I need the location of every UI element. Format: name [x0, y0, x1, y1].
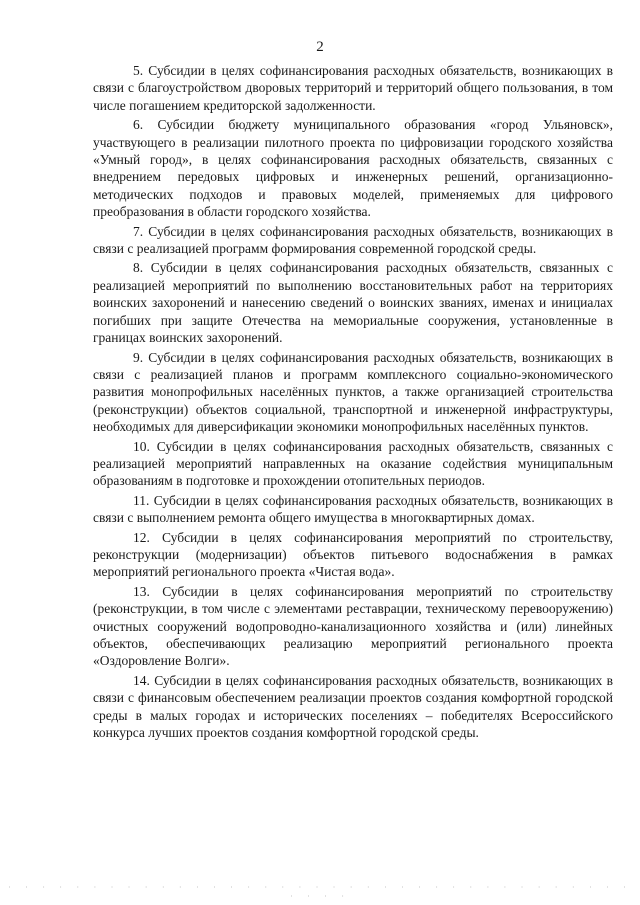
- paragraph-6: 6. Субсидии бюджету муниципального образования «город Ульяновск», участвующего в реализации пилотного проекта по цифровизации городского хозяйства «Умный город», в целях софинансирования расходных обязательств, связанных с внедрением передовых цифровых и инженерных решений, организационно-методических подходов и правовых моделей, применяемых для цифрового преобразования в области городского хозяйства.: [93, 117, 613, 220]
- document-body: [93, 62, 613, 743]
- paragraph-10: 10. Субсидии в целях софинансирования расходных обязательств, связанных с реализацией мероприятий направленных на оказание содействия муниципальным образованиям в подготовке и прохождении отопительных периодов.: [93, 438, 613, 489]
- paragraph-7: 7. Субсидии в целях софинансирования расходных обязательств, возникающих в связи с реализацией программ формирования современной городской среды.: [93, 223, 613, 257]
- paragraph-8: 8. Субсидии в целях софинансирования расходных обязательств, связанных с реализацией мероприятий по выполнению восстановительных работ на территориях воинских захоронений и нанесению сведений о воинских званиях, именах и инициалах погибших при защите Отечества на мемориальные сооружения, установленные в границах воинских захоронений.: [93, 260, 613, 346]
- page-number: 2: [316, 39, 324, 55]
- paragraph-5: 5. Субсидии в целях софинансирования расходных обязательств, возникающих в связи с благоустройством дворовых территорий и территорий общего пользования, в том числе погашением кредиторской задолженности.: [93, 63, 613, 113]
- scan-edge-marks: · · · · · · · · · · · · · · · · · · · · · · · · · · · · · · · · · · · · · · · · ·: [8, 883, 632, 901]
- paragraph-13: 13. Субсидии в целях софинансирования мероприятий по строительству (реконструкции, в том числе с элементами реставрации, техническому перевооружению) очистных сооружений водопроводно-канализационного хозяйства и (или) линейных объектов, обеспечивающих реализацию мероприятий регионального проекта «Оздоровление Волги».: [93, 583, 613, 669]
- paragraph-11: 11. Субсидии в целях софинансирования расходных обязательств, возникающих в связи с выполнением ремонта общего имущества в многоквартирных домах.: [93, 492, 613, 526]
- paragraph-9: 9. Субсидии в целях софинансирования расходных обязательств, возникающих в связи с реализацией планов и программ комплексного социально-экономического развития монопрофильных населённых пунктов, а также организацией строительства (реконструкции) объектов социальной, транспортной и инженерной инфраструктуры, необходимых для диверсификации экономики монопрофильных населённых пунктов.: [93, 349, 613, 435]
- paragraph-12: 12. Субсидии в целях софинансирования мероприятий по строительству, реконструкции (модернизации) объектов питьевого водоснабжения в рамках мероприятий регионального проекта «Чистая вода».: [93, 529, 613, 580]
- paragraph-14: 14. Субсидии в целях софинансирования расходных обязательств, возникающих в связи с финансовым обеспечением реализации проектов создания комфортной городской среды в малых городах и исторических поселениях – победителях Всероссийского конкурса лучших проектов создания комфортной городской среды.: [93, 672, 613, 741]
